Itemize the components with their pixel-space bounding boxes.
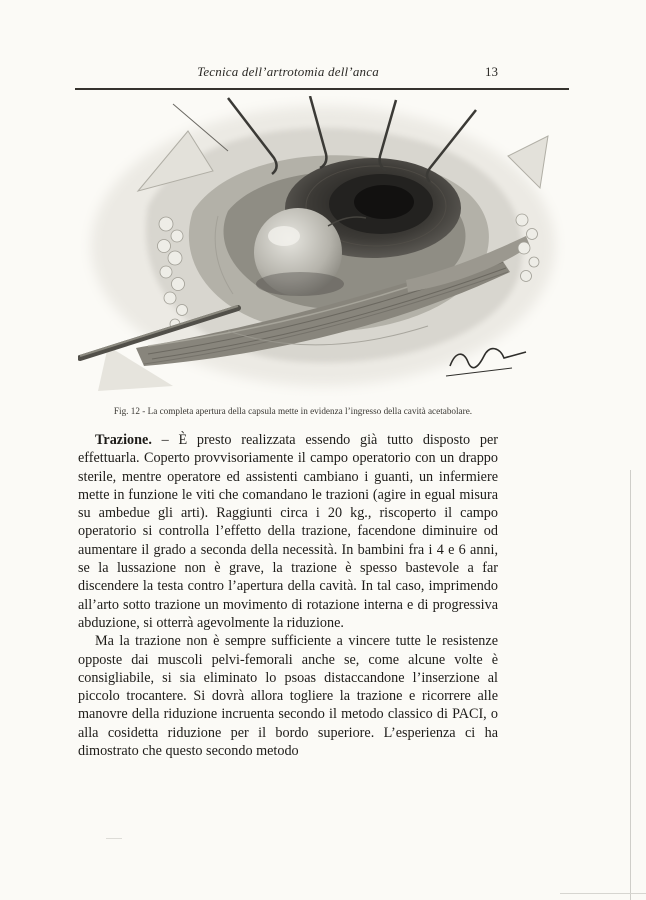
figure-caption: Fig. 12 - La completa apertura della capsula mette in evidenza l’ingresso della cavità acetabolare.: [113, 406, 473, 416]
header-rule: [75, 88, 569, 90]
scan-artifact-right-edge: [630, 470, 631, 900]
paragraph-lead: Trazione.: [95, 432, 152, 448]
scan-artifact-speck: [106, 838, 122, 839]
paragraph-1-text: – È presto realizzata essendo già tutto disposto per effettuarla. Coperto provvisoriamente il campo operatorio con un drappo sterile, mentre operatore ed assistenti cambiano i guanti, un infermiere mette in funzione le viti che comandano le trazioni (agire in egual misura su ambedue gli arti). Raggiunti circa i 20 kg., riscoperto il campo operatorio si controlla l’effetto della trazione, facendone diminuire od aumentare il grado a seconda della necessità. In bambini fra i 4 e 6 anni, se la lussazione non è grave, la trazione è spesso bastevole a far discendere la testa contro l’apertura della cavità. In tal caso, imprimendo all’arto sotto trazione un movimento di rotazione interna e di progressiva abduzione, si otterrà agevolmente la riduzione.: [78, 432, 498, 631]
femoral-head-shadow: [256, 272, 344, 296]
surgical-illustration: [78, 96, 568, 398]
femoral-head-highlight: [268, 226, 300, 246]
running-header: [78, 64, 498, 82]
running-title: Tecnica dell’artrotomia dell’anca: [197, 64, 379, 79]
page-number: 13: [485, 64, 498, 79]
signature-flourish: [446, 368, 512, 376]
body-text: [78, 431, 498, 760]
paragraph-trazione: [78, 431, 498, 632]
paragraph-2: Ma la trazione non è sempre sufficiente a vincere tutte le resistenze opposte dai muscoli pelvi-femorali anche se, come alcune volte è consigliabile, si sia eliminato lo psoas distaccandone l’inserzione al piccolo trocantere. Si dovrà allora togliere la trazione e ricorrere alle manovre della riduzione incruenta secondo il metodo classico di PACI, o alla cosidetta riduzione per il bordo superiore. L’esperienza ci ha dimostrato che questo secondo metodo: [78, 633, 498, 760]
figure-illustration: [78, 96, 568, 398]
scan-artifact-bottom-edge: [560, 893, 646, 894]
cavity-center: [354, 185, 414, 219]
